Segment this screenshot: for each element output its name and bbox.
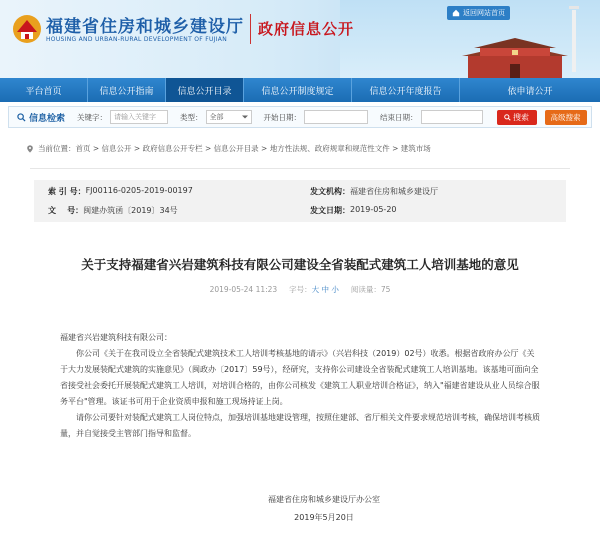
font-size-label: 字号：: [289, 285, 312, 294]
header-divider: [250, 14, 251, 44]
nav-home[interactable]: 平台首页: [0, 78, 88, 102]
home-link-label: 返回网站首页: [463, 9, 505, 17]
nav-apply[interactable]: 依申请公开: [507, 86, 553, 97]
site-subtitle: HOUSING AND URBAN-RURAL DEVELOPMENT OF FUJIAN: [46, 36, 228, 43]
section-title: 政府信息公开: [258, 20, 355, 38]
end-date-label: 结束日期：: [380, 112, 418, 122]
meta-index: [48, 186, 193, 197]
logo-icon: [12, 14, 42, 44]
home-link[interactable]: [447, 6, 510, 20]
location-icon: [26, 145, 34, 153]
nav-annual-report[interactable]: 信息公开年度报告: [352, 78, 460, 102]
font-size-large[interactable]: 大: [311, 285, 320, 294]
signature-org-text: 福建省住房和城乡建设厅办公室: [268, 495, 380, 504]
search-button[interactable]: [497, 110, 537, 125]
views-label: 阅读量：: [350, 285, 381, 294]
font-size-small[interactable]: 小: [331, 285, 339, 294]
end-date-input[interactable]: [421, 110, 483, 124]
tiananmen-illustration: [460, 34, 570, 78]
search-button-icon: [504, 114, 511, 121]
type-select-value: 全部: [209, 113, 224, 121]
meta-org-value: 福建省住房和城乡建设厅: [350, 187, 438, 196]
keyword-label: 关键字：: [77, 112, 107, 122]
article-paragraph: 请你公司要针对装配式建筑工人岗位特点，加强培训基地建设管理，按照住建部、省厅相关文件要求规范培训考核，确保培训考核质量，并自觉接受主管部门指导和监督。: [60, 413, 540, 438]
signature-date-text: 2019年5月20日: [294, 513, 354, 522]
meta-index-value: FJ00116-0205-2019-00197: [85, 186, 193, 195]
meta-doc-value: 闽建办筑函〔2019〕34号: [83, 206, 178, 215]
article-greeting: 福建省兴岩建筑科技有限公司：: [60, 333, 172, 342]
search-title: [9, 111, 71, 124]
views-count: 75: [380, 285, 391, 294]
meta-org-label: 发文机构：: [310, 187, 350, 196]
breadcrumb: [26, 143, 431, 154]
nav-regulations[interactable]: 信息公开制度规定: [244, 78, 352, 102]
meta-doc: [48, 205, 178, 216]
search-button-label: 搜索: [513, 112, 529, 122]
search-icon: [17, 113, 26, 122]
meta-doc-label: 文 号：: [48, 206, 84, 215]
font-size-medium[interactable]: 中: [321, 285, 330, 294]
article-info: [0, 284, 600, 295]
type-label: 类型：: [180, 112, 203, 122]
meta-date: [310, 205, 397, 216]
start-date-input[interactable]: [304, 110, 368, 124]
meta-date-label: 发文日期：: [310, 206, 350, 215]
breadcrumb-text[interactable]: 当前位置：首页 > 信息公开 > 政府信息公开专栏 > 信息公开目录 > 地方性法规、政府规章和规范性文件 > 建筑市场: [38, 144, 431, 153]
signature-date: [0, 512, 600, 523]
advanced-search-button[interactable]: 高级搜索: [545, 110, 587, 125]
home-icon: [452, 9, 460, 17]
search-title-label: 信息检索: [29, 113, 66, 124]
chevron-down-icon: [242, 114, 248, 120]
header-banner: [0, 0, 600, 78]
meta-date-value: 2019-05-20: [350, 205, 397, 214]
nav-guide[interactable]: 信息公开指南: [88, 78, 166, 102]
site-title: 福建省住房和城乡建设厅: [46, 17, 244, 37]
document-meta: [34, 180, 566, 222]
keyword-input[interactable]: 请输入关键字: [110, 110, 168, 124]
main-nav: [0, 78, 600, 102]
meta-org: [310, 186, 438, 197]
pillar-illustration: [568, 2, 580, 72]
search-bar: [8, 106, 592, 128]
type-select[interactable]: [206, 110, 252, 124]
breadcrumb-divider: [30, 168, 570, 169]
published-time: 2019-05-24 11:23: [209, 285, 278, 294]
start-date-label: 开始日期：: [263, 112, 301, 122]
article-body: [60, 330, 542, 442]
article-title: 关于支持福建省兴岩建筑科技有限公司建设全省装配式建筑工人培训基地的意见: [81, 257, 519, 272]
article-paragraph: 你公司《关于在我司设立全省装配式建筑技术工人培训考核基地的请示》（兴岩科技（2019）02号）收悉。根据省政府办公厅《关于大力发展装配式建筑的实施意见》（闽政办〔2017〕59号），经研究，支持你公司建设全省装配式建筑工人培训基地。该基地可面向全省接受社会委托开展装配式建筑工人培训，对培训合格的，由你公司核发《建筑工人职业培训合格证》，纳入"福建省建设从业人员综合服务平台"管理。该证书可用于企业资质申报和施工现场持证上岗。: [60, 349, 540, 406]
signature-org: [0, 494, 600, 505]
nav-catalog[interactable]: 信息公开目录: [166, 78, 244, 102]
meta-index-label: 索 引 号：: [48, 187, 86, 196]
